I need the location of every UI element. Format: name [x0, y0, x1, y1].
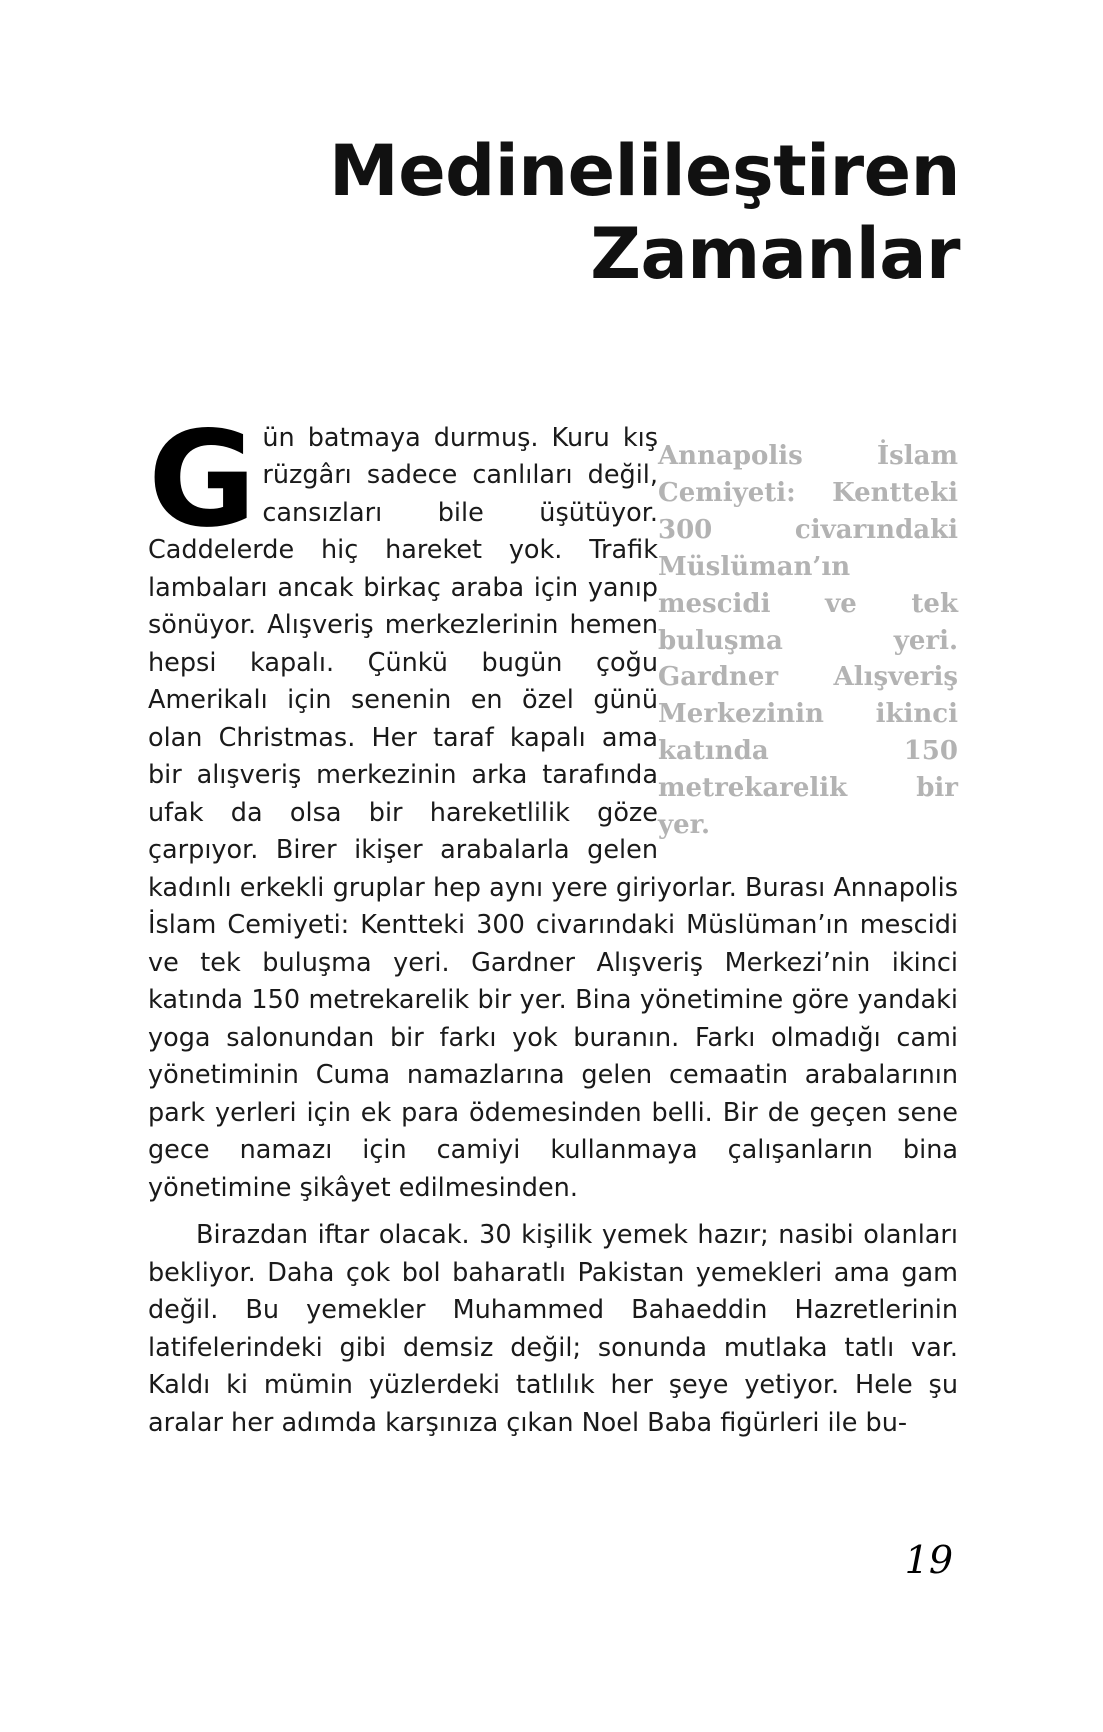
body-column	[148, 403, 958, 1442]
title-line-2: Zamanlar	[590, 212, 960, 295]
paragraph-1	[148, 403, 958, 1207]
title-line-1: Medinelileştiren	[329, 130, 960, 212]
drop-cap: G	[148, 403, 257, 557]
page-number: 19	[904, 1538, 953, 1582]
paragraph-1-text: ün batmaya durmuş. Kuru kış rüzgârı sadece canlıları değil, cansızları bile üşütüyor. Caddelerde hiç hareket yok. Trafik lambaları ancak birkaç araba için yanıp sönüyor. Alışveriş merkezlerinin hemen hepsi kapalı. Çünkü bugün çoğu Amerikalı için senenin en özel günü olan Christmas. Her taraf kapalı ama bir alışveriş merkezinin arka tarafında ufak da olsa bir hareketlilik göze çarpıyor. Birer ikişer arabalarla gelen kadınlı erkekli gruplar hep aynı yere giriyorlar. Burası Annapolis İslam Cemiyeti: Kentteki 300 civarındaki Müslüman’ın mescidi ve tek buluşma yeri. Gardner Alışveriş Merkezi’nin ikinci katında 150 metrekarelik bir yer. Bina yönetimine göre yandaki yoga salonundan bir farkı yok buranın. Farkı olmadığı cami yönetiminin Cuma namazlarına gelen cemaatin arabalarının park yerleri için ek para ödemesinden belli. Bir de geçen sene gece namazı için camiyi kullanmaya çalışanların bina yönetimine şikâyet edilmesinden.	[148, 423, 958, 1203]
pull-quote: Annapolis İslam Cemiyeti: Kentteki 300 civarındaki Müslüman’ın mescidi ve tek buluşma yeri. Gardner Alışveriş Merkezinin ikinci katında 150 metrekarelik bir yer.	[658, 441, 958, 841]
paragraph-spacer	[148, 1207, 958, 1217]
page-title	[140, 130, 960, 295]
paragraph-2: Birazdan iftar olacak. 30 kişilik yemek hazır; nasibi olanları bekliyor. Daha çok bol baharatlı Pakistan yemekleri ama gam değil. Bu yemekler Muhammed Bahaeddin Hazretlerinin latifelerindeki gibi demsiz değil; sonunda mutlaka tatlı var. Kaldı ki mümin yüzlerdeki tatlılık her şeye yetiyor. Hele şu aralar her adımda karşınıza çıkan Noel Baba figürleri ile bu-	[148, 1220, 958, 1438]
